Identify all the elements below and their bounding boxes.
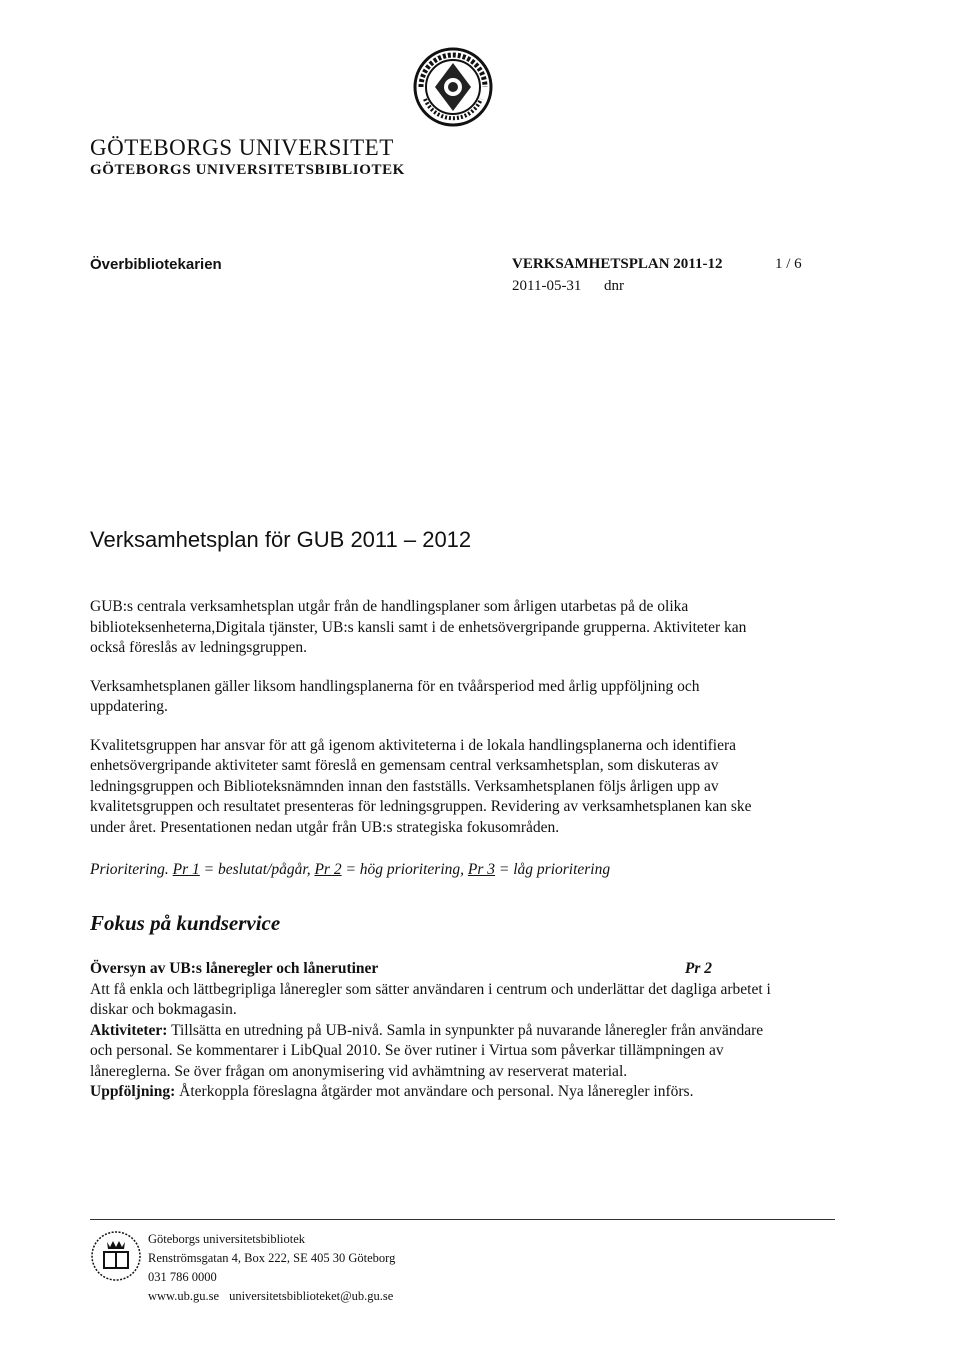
- footer: [148, 1230, 395, 1306]
- paragraph-period: Verksamhetsplanen gäller liksom handlingsplanerna för en tvåårsperiod med årlig uppföljning och uppdatering.: [90, 677, 700, 715]
- paragraph-intro: GUB:s centrala verksamhetsplan utgår från de handlingsplaner som årligen utarbetas på de olika biblioteksenheterna,Digitala tjänster, UB:s kansli samt i de enhetsövergripande grupperna. Aktiviteter kan också föreslås av ledningsgruppen.: [90, 598, 747, 656]
- item-heading-row: [90, 959, 712, 980]
- activities-label: Aktiviteter:: [90, 1021, 168, 1039]
- footer-web[interactable]: www.ub.gu.se: [148, 1289, 220, 1303]
- footer-address: Renströmsgatan 4, Box 222, SE 405 30 Göteborg: [148, 1251, 396, 1265]
- document-title: VERKSAMHETSPLAN 2011-12: [512, 256, 723, 272]
- priority-pr1-desc: = beslutat/pågår,: [199, 861, 315, 878]
- university-name: GÖTEBORGS UNIVERSITET: [90, 135, 394, 160]
- item-activities: [90, 1021, 780, 1083]
- page-number: 1 / 6: [775, 256, 802, 272]
- footer-divider: [90, 1219, 835, 1220]
- footer-phone: 031 786 0000: [148, 1270, 217, 1284]
- priority-pr3: Pr 3: [467, 861, 496, 878]
- library-seal-icon: [90, 1228, 142, 1284]
- followup-label: Uppföljning:: [90, 1083, 176, 1100]
- priority-pr1: Pr 1: [172, 861, 200, 878]
- priority-pr2-desc: = hög prioritering,: [341, 861, 468, 878]
- priority-pr2: Pr 2: [314, 861, 342, 878]
- department: Överbibliotekarien: [90, 256, 222, 273]
- priority-label: Prioritering.: [90, 861, 169, 878]
- priority-pr3-desc: = låg prioritering: [495, 861, 611, 878]
- university-seal-icon: [413, 47, 493, 127]
- paragraph-quality-group: Kvalitetsgruppen har ansvar för att gå igenom aktiviteterna i de lokala handlingsplanerna och identifiera enhetsövergripande aktiviteter samt föreslå en gemensam central verksamhetsplan, som diskuteras av ledningsgruppen och Biblioteksnämnden innan den fastställs. Verksamhetsplanen följs årligen upp av kvalitetsgruppen och resultatet presenteras för ledningsgruppen. Revidering av verksamhetsplanen kan ske under året. Presentationen nedan utgår från UB:s strategiska fokusområden.: [90, 736, 752, 836]
- item-description: Att få enkla och lättbegripliga låneregler som sätter användaren i centrum och underlättar det dagliga arbetet i diskar och bokmagasin.: [90, 980, 771, 1018]
- library-name: GÖTEBORGS UNIVERSITETSBIBLIOTEK: [90, 162, 405, 178]
- section-title: Fokus på kundservice: [90, 910, 281, 935]
- followup-text: Återkoppla föreslagna åtgärder mot användare och personal. Nya låneregler införs.: [175, 1083, 694, 1100]
- item-heading: Översyn av UB:s låneregler och lånerutiner: [90, 960, 379, 977]
- item-followup: [90, 1082, 780, 1103]
- priority-legend: [90, 860, 780, 881]
- dnr-label: dnr: [604, 278, 624, 294]
- footer-org: Göteborgs universitetsbibliotek: [148, 1232, 306, 1246]
- document-body: [90, 597, 780, 1103]
- document-date: 2011-05-31: [512, 278, 582, 294]
- footer-email[interactable]: universitetsbiblioteket@ub.gu.se: [229, 1289, 394, 1303]
- activities-text: Tillsätta en utredning på UB-nivå. Samla in synpunkter på nuvarande låneregler från användare och personal. Se kommentarer i LibQual 2010. Se över rutiner i Virtua som påverkar tillämpningen av lånereglerna. Se över frågan om anonymisering vid avhämtning av reserverat material.: [90, 1021, 764, 1080]
- item-priority: Pr 2: [684, 960, 712, 977]
- page-title: Verksamhetsplan för GUB 2011 – 2012: [90, 527, 472, 552]
